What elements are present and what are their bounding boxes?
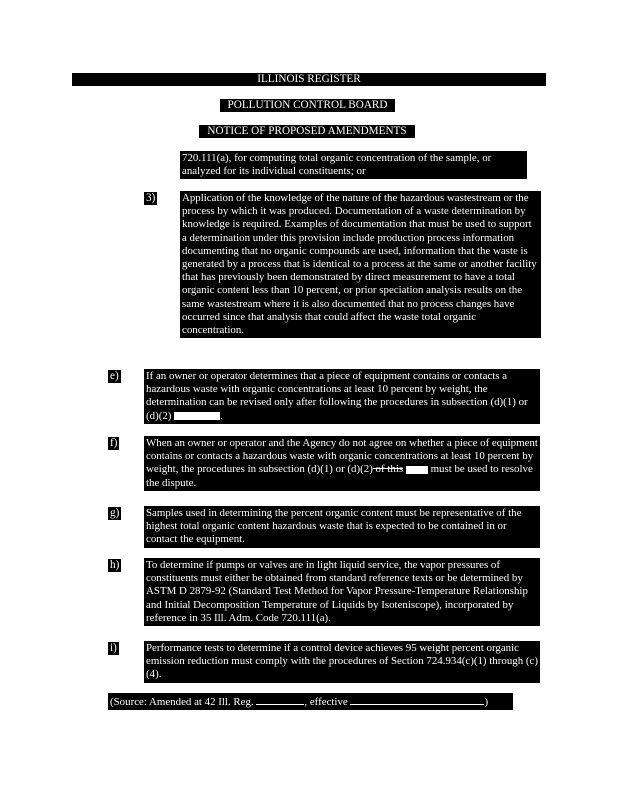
item-3-paragraph: Application of the knowledge of the nature of the hazardous wastestream or the process by which it was produced. Documentation of a waste determination by knowledge is required. Examples of documentation that must be used to support a determination under this provision include production process information documenting that no organic compounds are used, information that the waste is generated by a process that is identical to a process at the same or another facility that has previously been demonstrated by direct measurement to have a total organic content less than 10 percent, or prior speciation analysis results on the same wastestream where it is also documented that no process changes have occurred since that analysis that could affect the waste total organic concentration. [180,191,541,338]
register-page-blank [256,694,304,705]
source-middle: , effective [304,696,348,708]
item-g-label: g) [110,507,120,519]
item-f-text: When an owner or operator and the Agency do not agree on whether a piece of equipment contains or contacts a hazardous waste with organic concentrations at least 10 percent by weight, the procedures in subsection (d)(1) or (d)(2) [146,437,538,476]
redaction-mark [174,412,220,420]
source-prefix: (Source: Amended at 42 Ill. Reg. [110,696,254,708]
item-e-paragraph [144,369,540,424]
item-i-paragraph: Performance tests to determine if a control device achieves 95 weight percent organic emission reduction must comply with the procedures of Section 724.934(c)(1) through (c)(4). [144,641,540,683]
item-f-struck-text: of this [372,463,404,476]
item-h-paragraph: To determine if pumps or valves are in light liquid service, the vapor pressures of constituents must either be obtained from standard reference texts or be determined by ASTM D 2879-92 (Standard Test Method for Vapor Pressure-Temperature Relationship and Initial Decomposition Temperature of Liquids by Isoteniscope), incorporated by reference in 35 Ill. Adm. Code 720.111(a). [144,558,540,626]
continuation-paragraph: 720.111(a), for computing total organic concentration of the sample, or analyzed for its individual constituents; or [180,151,527,179]
board-title: POLLUTION CONTROL BOARD [220,99,395,112]
redaction-mark [406,466,428,474]
item-f-paragraph [144,436,540,491]
source-suffix: ) [484,696,489,708]
item-f-label: f) [110,437,118,449]
item-i-label: i) [110,642,117,654]
item-e-tail: . [220,409,223,422]
register-title: ILLINOIS REGISTER [72,73,546,86]
effective-date-blank [350,694,484,705]
item-e-label: e) [110,370,119,382]
item-3-label: 3) [146,192,156,204]
notice-title: NOTICE OF PROPOSED AMENDMENTS [199,125,415,138]
item-h-label: h) [110,559,120,571]
item-f-tail: must be used to resolve the dispute. [146,463,533,489]
item-e-text: If an owner or operator determines that a piece of equipment contains or contacts a hazardous waste with organic concentrations at least 10 percent by weight, the determination can be revised only after following the procedures in subsection (d)(1) or (d)(2) [146,370,528,422]
item-g-paragraph: Samples used in determining the percent organic content must be representative of the highest total organic content hazardous waste that is expected to be contained in or contact the equipment. [144,506,540,548]
source-line [108,693,513,710]
